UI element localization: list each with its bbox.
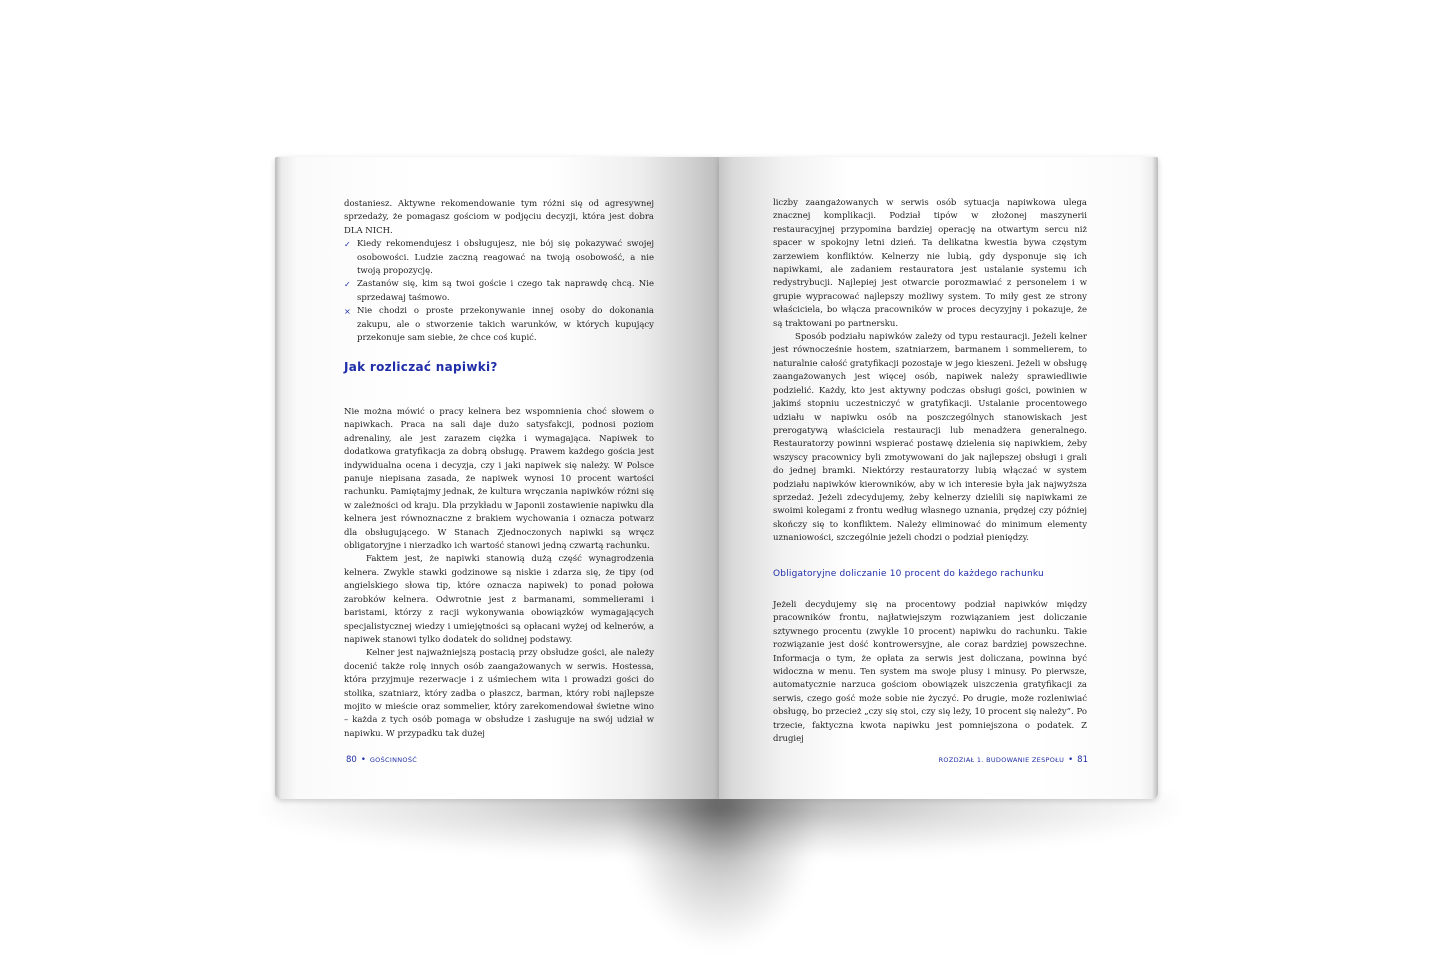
left-page-edge (275, 157, 281, 799)
list-item-text: Nie chodzi o proste przekonywanie innej osoby do dokonania zakupu, ale o stworzenie takich warunków, w których kupujący przekonuje sam siebie, że chce coś kupić. (357, 306, 654, 344)
left-intro-block (344, 198, 654, 345)
list-item (344, 278, 654, 305)
list-item (344, 305, 654, 345)
intro-paragraph: dostaniesz. Aktywne rekomendowanie tym różni się od agresywnej sprzedaży, że pomagasz gościom w podjęciu decyzji, która jest dobra DLA NICH. (344, 199, 654, 236)
right-page (719, 157, 1158, 799)
body-paragraph: Jeżeli decydujemy się na procentowy podział napiwków między pracowników frontu, najłatwiejszym rozwiązaniem jest doliczanie sztywnego procentu (zwykle 10 procent) napiwku do rachunku. Takie rozwiązanie jest dość kontrowersyjne, ale coraz bardziej powszechne. Informacja o tym, że opłata za serwis jest doliczana, powinna być widoczna w menu. Ten system ma swoje plusy i minusy. Po pierwsze, automatycznie narzuca gościom obowiązek uiszczenia gratyfikacji za serwis, czego gość może sobie nie życzyć. Po drugie, może rozleniwiać obsługę, bo przecież „czy się stoi, czy się leży, 10 procent się należy”. Po trzecie, faktyczna kwota napiwku jest pomniejszona o podatek. Z drugiej (773, 600, 1087, 745)
right-body-block (773, 197, 1087, 546)
list-item (344, 238, 654, 278)
left-footer (346, 755, 417, 765)
right-footer (939, 755, 1088, 765)
section-heading: Jak rozliczać napiwki? (344, 360, 498, 374)
body-paragraph: Kelner jest najważniejszą postacią przy obsłudze gości, ale należy docenić także rolę innych osób zaangażowanych w serwis. Hostessa, która przyjmuje rezerwacje i z uśmiechem wita i prowadzi gości do stolika, szatniarz, który zadba o płaszcz, barman, który robi najlepsze mojito w mieście oraz sommelier, który zarekomendował świetne wino – każda z tych osób pomaga w obsłudze i zasługuje na swój udział w napiwku. W przypadku tak dużej (344, 648, 654, 739)
right-page-edge (1152, 157, 1158, 799)
tips-list (344, 238, 654, 345)
right-after-block (773, 599, 1087, 746)
body-paragraph: Nie można mówić o pracy kelnera bez wspomnienia choć słowem o napiwkach. Praca na sali daje dużo satysfakcji, podnosi poziom adrenaliny, ale jest zarazem ciężka i wymagająca. Napiwek to dodatkowa gratyfikacja za dobrą obsługę. Prawem każdego gościa jest indywidualna ocena i decyzja, czy i jaki napiwek się należy. W Polsce panuje niepisana zasada, że napiwek wynosi 10 procent wartości rachunku. Pamiętajmy jednak, że kultura wręczania napiwków różni się w zależności od kraju. Dla przykładu w Japonii zostawienie napiwku dla kelnera jest równoznaczne z brakiem wychowania i oznacza potwarz dla obsługującego. W Stanach Zjednoczonych napiwki są wręcz obligatoryjne i nierzadko ich wartość stanowi jedną czwartą rachunku. (344, 407, 654, 552)
body-paragraph: Faktem jest, że napiwki stanowią dużą część wynagrodzenia kelnera. Zwykle stawki godzinowe są niskie i zdarza się, że tipy (od angielskiego słowa tip, które oznacza napiwek) to ponad połowa zarobków kelnera. Odwrotnie jest z barmanami, sommelierami i baristami, którzy z racji wykonywania obowiązków wymagających specjalistycznej wiedzy i umiejętności są opłacani wyżej od kelnerów, a napiwek stanowi tylko dodatek do solidnej podstawy. (344, 554, 654, 645)
check-icon: ✓ (344, 280, 351, 290)
running-title: GOŚCINNOŚĆ (369, 756, 418, 764)
left-body-block (344, 406, 654, 741)
page-number: 81 (1077, 755, 1088, 765)
body-paragraph: Sposób podziału napiwków zależy od typu restauracji. Jeżeli kelner jest równocześnie hostem, szatniarzem, barmanem i sommelierem, to naturalnie całość gratyfikacji pozostaje w jego kieszeni. Jeżeli w obsługę zaangażowanych jest więcej osób, napiwek należy sprawiedliwie podzielić. Każdy, kto jest aktywny podczas obsługi gości, powinien w jakimś stopniu uczestniczyć w gratyfikacji. Ustalanie procentowego udziału w napiwku osób na poszczególnych stanowiskach jest prerogatywą właściciela restauracji lub menadżera generalnego. Restauratorzy powinni wspierać postawę dzielenia się napiwkiem, żeby wszyscy pracownicy byli zmotywowani do jak najlepszej obsługi i grali do jednej bramki. Niektórzy restauratorzy lubią włączać w system podziału napiwków kierowników, aby w ich interesie była jak najwyższa sprzedaż. Jeżeli zdecydujemy, żeby kelnerzy dzielili się napiwkami ze swoimi kolegami z frontu według własnego uznania, prędzej czy później skończy się to konfliktem. Należy eliminować do minimum elementy uznaniowości, szczególnie jeżeli chodzi o podział pieniędzy. (773, 332, 1087, 544)
body-paragraph: liczby zaangażowanych w serwis osób sytuacja napiwkowa ulega znacznej komplikacji. Podział tipów w złożonej maszynerii restauracyjnej przypomina bardziej operację na otwartym sercu niż spacer w spokojny letni dzień. Ta delikatna kwestia bywa częstym zarzewiem konfliktów. Kelnerzy nie lubią, gdy dysponuje się ich napiwkami, ale zadaniem restauratora jest ustalanie systemu ich redystrybucji. Najlepiej jest otwarcie porozmawiać z personelem i w grupie wypracować najlepszy możliwy system. To miły gest ze strony właściciela, bo włącza pracowników w proces decyzyjny i pokazuje, że są traktowani po partnersku. (773, 198, 1087, 329)
spine-shadow (620, 790, 820, 950)
footer-separator: • (360, 755, 366, 765)
check-icon: ✓ (344, 240, 351, 250)
page-number: 80 (346, 755, 357, 765)
list-item-text: Kiedy rekomendujesz i obsługujesz, nie bój się pokazywać swojej osobowości. Ludzie zaczną reagować na twoją osobowość, a nie twoją propozycję. (357, 239, 654, 277)
left-page (275, 157, 719, 799)
footer-separator: • (1068, 755, 1074, 765)
running-title: ROZDZIAŁ 1. BUDOWANIE ZESPOŁU (938, 756, 1065, 764)
list-item-text: Zastanów się, kim są twoi goście i czego tak naprawdę chcą. Nie sprzedawaj taśmowo. (357, 279, 654, 303)
subsection-heading: Obligatoryjne doliczanie 10 procent do każdego rachunku (773, 569, 1044, 579)
cross-icon: × (344, 307, 351, 317)
